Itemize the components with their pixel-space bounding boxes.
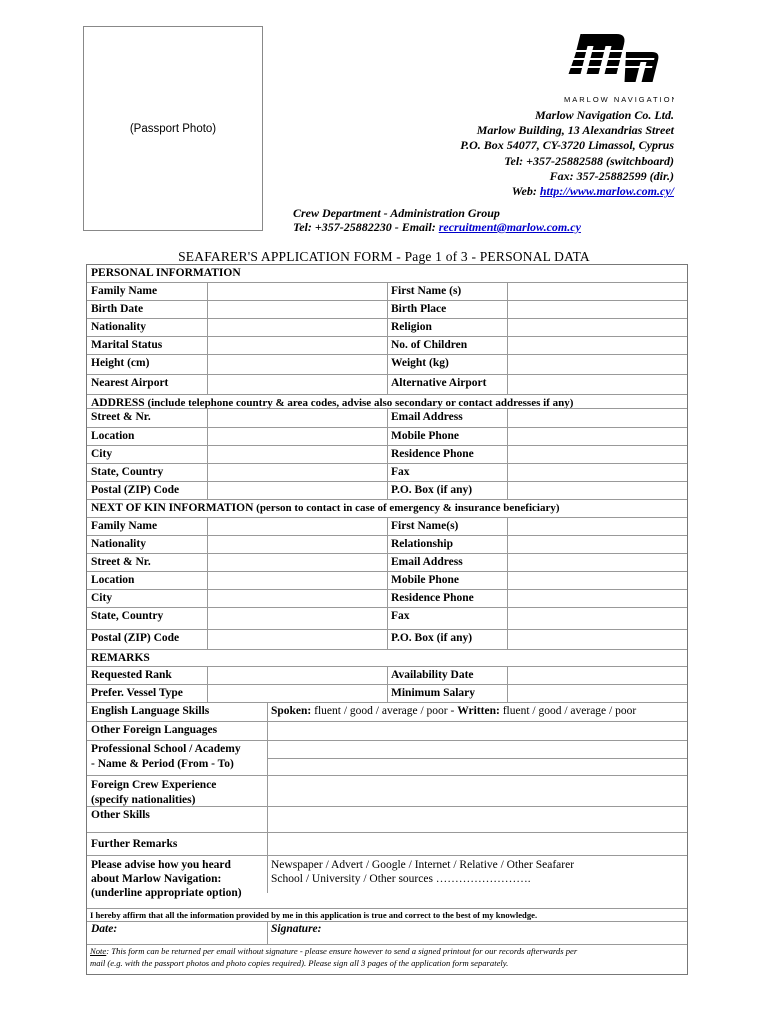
- divider: [507, 282, 508, 300]
- nok-field-city[interactable]: [207, 589, 387, 607]
- remarks-header: REMARKS: [91, 652, 150, 664]
- nok-label-nationality: Nationality: [91, 538, 146, 550]
- divider: [387, 374, 388, 394]
- nok-field-family-name[interactable]: [207, 517, 387, 535]
- divider: [387, 300, 388, 318]
- company-logo: [562, 28, 674, 106]
- remarks-label-minimum-salary: Minimum Salary: [391, 687, 476, 699]
- personal-field-height-cm[interactable]: [207, 354, 387, 374]
- divider: [507, 374, 508, 394]
- divider: [207, 666, 208, 684]
- nok-field-nationality[interactable]: [207, 535, 387, 553]
- passport-photo-box: [83, 26, 263, 231]
- other-skills-label: Other Skills: [91, 809, 150, 821]
- personal-label-first-name-s: First Name (s): [391, 285, 462, 297]
- next-of-kin-note: (person to contact in case of emergency & insurance beneficiary): [253, 502, 560, 514]
- divider: [87, 944, 687, 945]
- divider: [387, 517, 388, 535]
- remarks-field-minimum-salary[interactable]: [507, 684, 687, 702]
- company-address-line2: P.O. Box 54077, CY-3720 Limassol, Cyprus: [460, 138, 674, 153]
- nok-label-mobile-phone: Mobile Phone: [391, 574, 460, 586]
- divider: [507, 589, 508, 607]
- advise-label-1: Please advise how you heard: [91, 859, 231, 871]
- divider: [387, 607, 388, 629]
- divider: [507, 408, 508, 427]
- divider: [207, 517, 208, 535]
- divider: [387, 282, 388, 300]
- divider: [507, 607, 508, 629]
- crew-email-link[interactable]: recruitment@marlow.com.cy: [438, 220, 581, 234]
- divider: [507, 427, 508, 445]
- address-label-p-o-box-if-any: P.O. Box (if any): [391, 484, 473, 496]
- divider: [387, 553, 388, 571]
- divider: [507, 300, 508, 318]
- personal-label-marital-status: Marital Status: [91, 339, 163, 351]
- divider: [207, 589, 208, 607]
- address-field-mobile-phone[interactable]: [507, 427, 687, 445]
- crew-dept-name: Crew Department - Administration Group: [293, 206, 500, 220]
- nok-field-email-address[interactable]: [507, 553, 687, 571]
- next-of-kin-header: NEXT OF KIN INFORMATION (person to contact in case of emergency & insurance beneficiary): [91, 502, 560, 514]
- address-label-fax: Fax: [391, 466, 410, 478]
- advise-label-3: (underline appropriate option): [91, 887, 242, 899]
- nok-field-mobile-phone[interactable]: [507, 571, 687, 589]
- divider: [387, 336, 388, 354]
- company-address-line1: Marlow Building, 13 Alexandrias Street: [476, 123, 674, 138]
- company-web-link[interactable]: http://www.marlow.com.cy/: [539, 184, 674, 199]
- personal-label-family-name: Family Name: [91, 285, 158, 297]
- divider: [507, 571, 508, 589]
- nok-label-email-address: Email Address: [391, 556, 463, 568]
- personal-field-marital-status[interactable]: [207, 336, 387, 354]
- personal-label-height-cm: Height (cm): [91, 357, 150, 369]
- other-languages-field[interactable]: [267, 721, 687, 740]
- divider: [507, 517, 508, 535]
- nok-label-location: Location: [91, 574, 135, 586]
- advise-option-line-1[interactable]: Newspaper / Advert / Google / Internet / Relative / Other Seafarer: [271, 859, 575, 871]
- nok-label-fax: Fax: [391, 610, 410, 622]
- divider: [507, 481, 508, 499]
- divider: [507, 553, 508, 571]
- address-label-mobile-phone: Mobile Phone: [391, 430, 460, 442]
- address-label-postal-zip-code: Postal (ZIP) Code: [91, 484, 180, 496]
- note-line-2: mail (e.g. with the passport photos and photo copies required). Please sign all 3 pages of the application form separately.: [90, 958, 509, 968]
- address-field-postal-zip-code[interactable]: [207, 481, 387, 499]
- personal-label-nearest-airport: Nearest Airport: [91, 377, 169, 389]
- nok-label-residence-phone: Residence Phone: [391, 592, 474, 604]
- nok-label-street-nr: Street & Nr.: [91, 556, 151, 568]
- divider: [207, 445, 208, 463]
- personal-field-religion[interactable]: [507, 318, 687, 336]
- divider: [207, 607, 208, 629]
- personal-label-no-of-children: No. of Children: [391, 339, 468, 351]
- divider: [207, 354, 208, 374]
- nok-field-residence-phone[interactable]: [507, 589, 687, 607]
- divider: [387, 354, 388, 374]
- company-web-label: Web:: [511, 184, 540, 199]
- english-written-label: Written:: [457, 705, 500, 717]
- divider: [387, 666, 388, 684]
- crew-dept-tel: Tel: +357-25882230 - Email:: [293, 220, 439, 234]
- nok-label-first-name-s: First Name(s): [391, 520, 459, 532]
- address-field-street-nr[interactable]: [207, 408, 387, 427]
- remarks-field-requested-rank[interactable]: [207, 666, 387, 684]
- address-label-email-address: Email Address: [391, 411, 463, 423]
- nok-field-p-o-box-if-any[interactable]: [507, 629, 687, 649]
- address-field-p-o-box-if-any[interactable]: [507, 481, 687, 499]
- nok-label-p-o-box-if-any: P.O. Box (if any): [391, 632, 473, 644]
- divider: [207, 318, 208, 336]
- date-field[interactable]: [127, 921, 267, 944]
- further-remarks-field[interactable]: [267, 832, 687, 855]
- foreign-crew-label-1: Foreign Crew Experience: [91, 779, 217, 791]
- english-skills-label: English Language Skills: [91, 705, 210, 717]
- divider: [207, 374, 208, 394]
- divider: [387, 318, 388, 336]
- signature-label: Signature:: [271, 923, 322, 935]
- address-field-fax[interactable]: [507, 463, 687, 481]
- divider: [507, 666, 508, 684]
- personal-field-birth-place[interactable]: [507, 300, 687, 318]
- divider: [87, 649, 687, 650]
- address-label-residence-phone: Residence Phone: [391, 448, 474, 460]
- nok-field-street-nr[interactable]: [207, 553, 387, 571]
- nok-field-first-name-s[interactable]: [507, 517, 687, 535]
- english-written-opts[interactable]: fluent / good / average / poor: [499, 705, 637, 717]
- nok-label-family-name: Family Name: [91, 520, 158, 532]
- personal-field-nationality[interactable]: [207, 318, 387, 336]
- divider: [207, 300, 208, 318]
- divider: [507, 445, 508, 463]
- personal-field-nearest-airport[interactable]: [207, 374, 387, 394]
- crew-department: [293, 206, 581, 234]
- remarks-label-prefer-vessel-type: Prefer. Vessel Type: [91, 687, 183, 699]
- form-title: [0, 249, 768, 265]
- personal-field-no-of-children[interactable]: [507, 336, 687, 354]
- divider: [507, 463, 508, 481]
- personal-field-family-name[interactable]: [207, 282, 387, 300]
- company-tel: Tel: +357-25882588 (switchboard): [504, 153, 674, 168]
- nok-label-state-country: State, Country: [91, 610, 164, 622]
- nok-field-location[interactable]: [207, 571, 387, 589]
- divider: [387, 463, 388, 481]
- advise-option-line-2[interactable]: School / University / Other sources …………………….: [271, 873, 531, 885]
- address-label-location: Location: [91, 430, 135, 442]
- divider: [507, 629, 508, 649]
- divider: [507, 684, 508, 702]
- divider: [507, 354, 508, 374]
- divider: [387, 408, 388, 427]
- foreign-crew-field[interactable]: [267, 775, 687, 806]
- divider: [207, 629, 208, 649]
- divider: [387, 571, 388, 589]
- english-skills-options: [271, 705, 636, 718]
- foreign-crew-label-2: (specify nationalities): [91, 794, 196, 806]
- company-address: [460, 108, 674, 199]
- personal-field-first-name-s[interactable]: [507, 282, 687, 300]
- nok-label-city: City: [91, 592, 113, 604]
- other-skills-field[interactable]: [267, 806, 687, 832]
- school-field-2[interactable]: [267, 758, 687, 775]
- nok-field-state-country[interactable]: [207, 607, 387, 629]
- divider: [507, 535, 508, 553]
- remarks-label-availability-date: Availability Date: [391, 669, 474, 681]
- remarks-label-requested-rank: Requested Rank: [91, 669, 172, 681]
- divider: [207, 408, 208, 427]
- nok-label-relationship: Relationship: [391, 538, 453, 550]
- divider: [387, 589, 388, 607]
- divider: [87, 702, 687, 703]
- divider: [207, 463, 208, 481]
- nok-field-fax[interactable]: [507, 607, 687, 629]
- personal-label-birth-date: Birth Date: [91, 303, 144, 315]
- note-text-1: : This form can be returned per email without signature - please ensure however to send a signed printout for our records afterwards per: [106, 946, 578, 956]
- address-field-location[interactable]: [207, 427, 387, 445]
- english-spoken-opts[interactable]: fluent / good / average / poor -: [311, 705, 458, 717]
- address-note: (include telephone country & area codes, advise also secondary or contact addresses if any): [144, 397, 574, 409]
- divider: [387, 684, 388, 702]
- company-fax: Fax: 357-25882599 (dir.): [549, 168, 674, 183]
- company-name: Marlow Navigation Co. Ltd.: [534, 108, 674, 122]
- personal-label-religion: Religion: [391, 321, 432, 333]
- divider: [387, 481, 388, 499]
- address-label-city: City: [91, 448, 113, 460]
- personal-field-weight-kg[interactable]: [507, 354, 687, 374]
- divider: [267, 921, 268, 944]
- personal-label-birth-place: Birth Place: [391, 303, 447, 315]
- note-label: Note: [90, 946, 107, 956]
- divider: [207, 427, 208, 445]
- other-languages-label: Other Foreign Languages: [91, 724, 218, 736]
- school-field-1[interactable]: [267, 740, 687, 758]
- divider: [207, 282, 208, 300]
- affirmation-text: I hereby affirm that all the information provided by me in this application is true and correct to the best of my knowledge.: [90, 910, 538, 920]
- divider: [87, 394, 687, 395]
- address-field-state-country[interactable]: [207, 463, 387, 481]
- divider: [207, 553, 208, 571]
- date-label: Date:: [91, 923, 118, 935]
- remarks-field-prefer-vessel-type[interactable]: [207, 684, 387, 702]
- svg-text:MARLOW NAVIGATION: MARLOW NAVIGATION: [564, 95, 674, 104]
- divider: [207, 481, 208, 499]
- divider: [507, 336, 508, 354]
- advise-label-2: about Marlow Navigation:: [91, 873, 222, 885]
- remarks-field-availability-date[interactable]: [507, 666, 687, 684]
- personal-label-nationality: Nationality: [91, 321, 146, 333]
- nok-field-postal-zip-code[interactable]: [207, 629, 387, 649]
- personal-field-birth-date[interactable]: [207, 300, 387, 318]
- address-field-city[interactable]: [207, 445, 387, 463]
- school-label-2: - Name & Period (From - To): [91, 758, 234, 770]
- address-label-street-nr: Street & Nr.: [91, 411, 151, 423]
- personal-label-weight-kg: Weight (kg): [391, 357, 449, 369]
- nok-label-postal-zip-code: Postal (ZIP) Code: [91, 632, 180, 644]
- divider: [87, 908, 687, 909]
- note-line-1: [90, 946, 577, 957]
- personal-field-alternative-airport[interactable]: [507, 374, 687, 394]
- divider: [207, 684, 208, 702]
- signature-field[interactable]: [331, 921, 687, 944]
- personal-info-header: PERSONAL INFORMATION: [91, 267, 241, 279]
- divider: [87, 855, 687, 856]
- address-field-residence-phone[interactable]: [507, 445, 687, 463]
- passport-photo-label: (Passport Photo): [129, 122, 217, 135]
- divider: [207, 535, 208, 553]
- divider: [387, 629, 388, 649]
- address-header: ADDRESS (include telephone country & area codes, advise also secondary or contact addresses if any): [91, 397, 574, 409]
- address-label-state-country: State, Country: [91, 466, 164, 478]
- school-label-1: Professional School / Academy: [91, 743, 241, 755]
- form-title-text: SEAFARER'S APPLICATION FORM - Page 1 of 3 - PERSONAL DATA: [178, 249, 590, 264]
- address-field-email-address[interactable]: [507, 408, 687, 427]
- personal-label-alternative-airport: Alternative Airport: [391, 377, 487, 389]
- english-spoken-label: Spoken:: [271, 705, 312, 717]
- divider: [387, 427, 388, 445]
- further-remarks-label: Further Remarks: [91, 838, 178, 850]
- nok-field-relationship[interactable]: [507, 535, 687, 553]
- divider: [387, 535, 388, 553]
- divider: [207, 571, 208, 589]
- divider: [507, 318, 508, 336]
- divider: [387, 445, 388, 463]
- divider: [207, 336, 208, 354]
- divider: [87, 499, 687, 500]
